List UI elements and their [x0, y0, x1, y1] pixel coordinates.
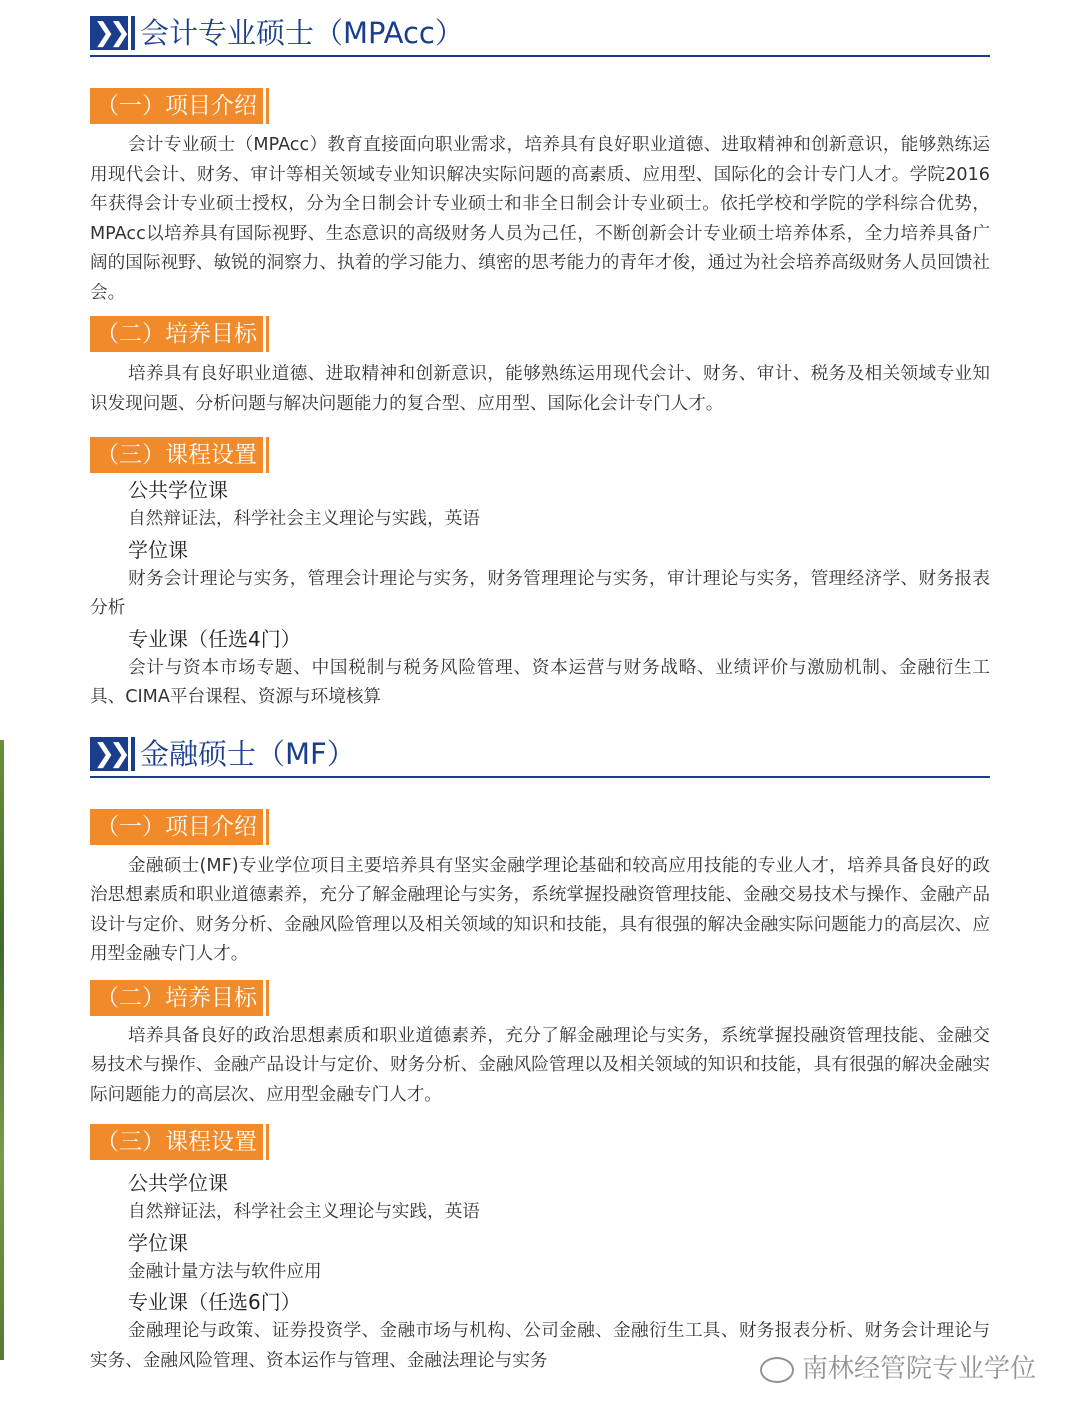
watermark-text: 南林经管院专业学位: [802, 1354, 1037, 1384]
header-divider-bar: [131, 737, 135, 771]
elective-course-heading: 专业课（任选4门）: [128, 626, 301, 651]
elective-course-heading: 专业课（任选6门）: [128, 1290, 301, 1314]
section-title: 会计专业硕士（MPAcc）: [140, 16, 464, 50]
subheading-intro: （一）项目介绍: [90, 88, 266, 124]
wechat-icon: [760, 1357, 794, 1383]
course-list: [90, 1168, 990, 1376]
subheading-courses: （三）课程设置: [90, 437, 266, 473]
elective-course-text: 会计与资本市场专题、中国税制与税务风险管理、资本运营与财务战略、业绩评价与激励机制、金融衍生工具、CIMA平台课程、资源与环境核算: [90, 657, 990, 707]
section-header-mf: [90, 735, 990, 779]
wechat-watermark: [760, 1349, 1036, 1389]
section-title: 金融硕士（MF）: [140, 736, 356, 771]
elective-course-text: 金融理论与政策、证券投资学、金融市场与机构、公司金融、金融衍生工具、财务报表分析、财务会计理论与实务、金融风险管理、资本运作与管理、金融法理论与实务: [90, 1321, 990, 1371]
public-course-heading: 公共学位课: [128, 1171, 228, 1195]
section-underline: [90, 776, 990, 778]
degree-course-heading: 学位课: [128, 1230, 188, 1255]
course-list: [90, 475, 990, 713]
intro-paragraph: 会计专业硕士（MPAcc）教育直接面向职业需求，培养具有良好职业道德、进取精神和创新意识，能够熟练运用现代会计、财务、审计等相关领域专业知识解决实际问题的高素质、应用型、国际化的会计专门人才。学院2016年获得会计专业硕士授权，分为全日制会计专业硕士和非全日制会计专业硕士。依托学校和学院的学科综合优势，MPAcc以培养具有国际视野、生态意识的高级财务人员为己任，不断创新会计专业硕士培养体系，全力培养具备广阔的国际视野、敏锐的洞察力、执着的学习能力、缜密的思考能力的青年才俊，通过为社会培养高级财务人员回馈社会。: [90, 135, 990, 303]
document-page: [90, 0, 990, 1376]
intro-paragraph: 金融硕士(MF)专业学位项目主要培养具有坚实金融学理论基础和较高应用技能的专业人才，培养具备良好的政治思想素质和职业道德素养，充分了解金融理论与实务，系统掌握投融资管理技能、金融交易技术与操作、金融产品设计与定价、财务分析、金融风险管理以及相关领域的知识和技能，具有很强的解决金融实际问题能力的高层次、应用型金融专门人才。: [90, 855, 990, 964]
subheading-goal: （二）培养目标: [90, 316, 266, 352]
public-course-text: 自然辩证法，科学社会主义理论与实践，英语: [128, 1202, 480, 1222]
header-divider-bar: [131, 16, 135, 50]
subheading-intro: （一）项目介绍: [90, 809, 266, 845]
left-edge-decoration: [0, 740, 4, 1360]
section-header-mpacc: [90, 14, 990, 58]
subheading-courses: （三）课程设置: [90, 1124, 266, 1160]
double-chevron-icon: ❯❯: [90, 16, 128, 50]
degree-course-text: 财务会计理论与实务，管理会计理论与实务，财务管理理论与实务，审计理论与实务，管理经济学、财务报表分析: [90, 568, 990, 618]
public-course-text: 自然辩证法，科学社会主义理论与实践，英语: [128, 509, 480, 529]
goal-paragraph: 培养具有良好职业道德、进取精神和创新意识，能够熟练运用现代会计、财务、审计、税务及相关领域专业知识发现问题、分析问题与解决问题能力的复合型、应用型、国际化会计专门人才。: [90, 364, 990, 414]
degree-course-heading: 学位课: [128, 537, 188, 562]
section-underline: [90, 55, 990, 57]
degree-course-text: 金融计量方法与软件应用: [128, 1261, 322, 1282]
subheading-goal: （二）培养目标: [90, 980, 266, 1016]
double-chevron-icon: ❯❯: [90, 737, 128, 771]
goal-paragraph: 培养具备良好的政治思想素质和职业道德素养，充分了解金融理论与实务，系统掌握投融资管理技能、金融交易技术与操作、金融产品设计与定价、财务分析、金融风险管理以及相关领域的知识和技能，具有很强的解决金融实际问题能力的高层次、应用型金融专门人才。: [90, 1025, 990, 1105]
public-course-heading: 公共学位课: [128, 478, 228, 502]
